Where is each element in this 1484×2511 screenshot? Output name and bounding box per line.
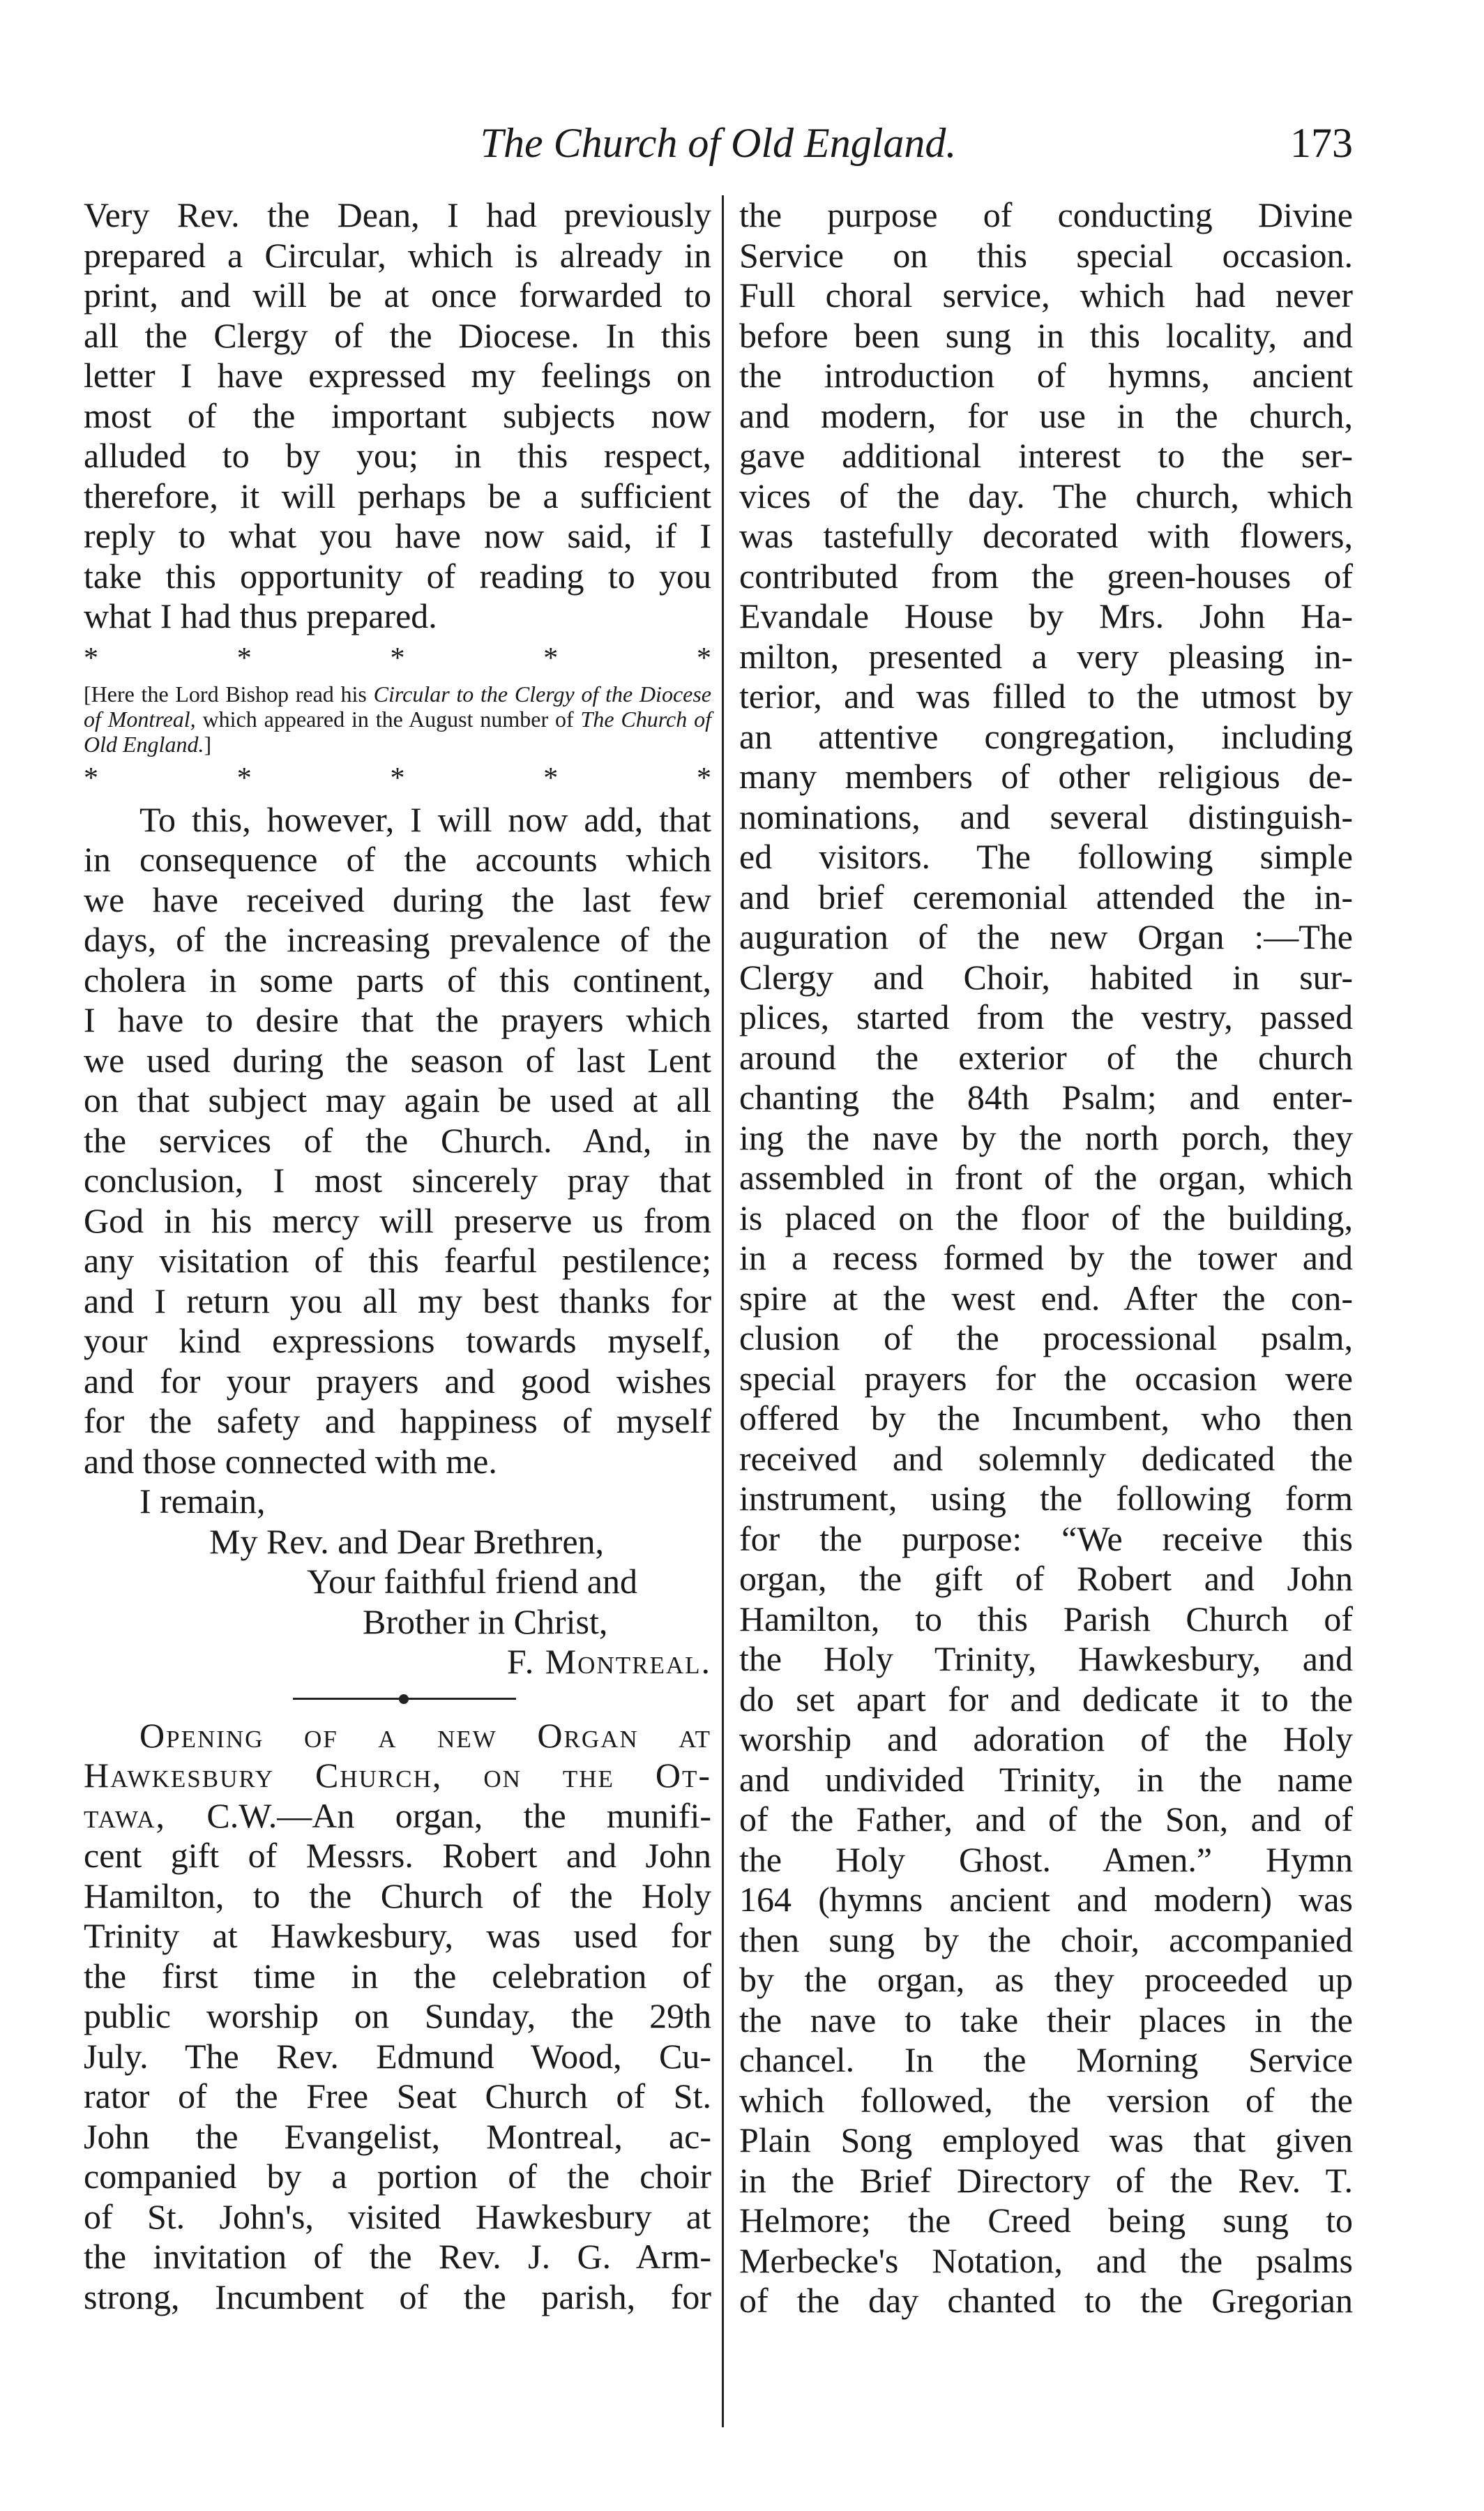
text-line: the Holy Trinity, Hawkesbury, and (739, 1639, 1353, 1678)
closing-friend: Your faithful friend and (307, 1562, 637, 1601)
note-text: [Here the Lord Bishop read his (84, 681, 374, 707)
text-line: the services of the Church. And, in (84, 1120, 711, 1160)
text-line: chanting the 84th Psalm; and enter- (739, 1078, 1353, 1117)
text-line: special prayers for the occasion were (739, 1358, 1353, 1398)
closing-salutation: My Rev. and Dear Brethren, (209, 1521, 605, 1561)
text-line: assembled in front of the organ, which (739, 1158, 1353, 1197)
text-line: days, of the increasing prevalence of the (84, 920, 711, 959)
text-line: and undivided Trinity, in the name (739, 1759, 1353, 1799)
running-title: The Church of Old England. (480, 120, 957, 166)
right-column (739, 195, 1353, 2321)
left-column (84, 195, 711, 2317)
text-line: of the Father, and of the Son, and of (739, 1800, 1353, 1839)
text-line: letter I have expressed my feelings on (84, 356, 711, 395)
text-line: terior, and was filled to the utmost by (739, 677, 1353, 716)
text-line: received and solemnly dedicated the (739, 1438, 1353, 1478)
article-heading: Opening of a new Organ at (139, 1715, 711, 1755)
text-line: the introduction of hymns, ancient (739, 356, 1353, 395)
text-line: for the safety and happiness of myself (84, 1401, 711, 1440)
text-line: therefore, it will perhaps be a sufficient (84, 476, 711, 515)
text-line: around the exterior of the church (739, 1037, 1353, 1077)
text-line: ed visitors. The following simple (739, 837, 1353, 876)
text-line: all the Clergy of the Diocese. In this (84, 315, 711, 355)
text-line: Full choral service, which had never (739, 276, 1353, 315)
text-line: in the Brief Directory of the Rev. T. (739, 2160, 1353, 2200)
text-line: the purpose of conducting Divine (739, 195, 1353, 234)
text-line: clusion of the processional psalm, (739, 1318, 1353, 1357)
letter-paragraph-2 (84, 800, 711, 1482)
text-line: Evandale House by Mrs. John Ha- (739, 596, 1353, 635)
text-line: of St. John's, visited Hawkesbury at (84, 2196, 711, 2236)
text-line: nominations, and several distinguish- (739, 797, 1353, 836)
text-line: take this opportunity of reading to you (84, 556, 711, 596)
text-line: Service on this special occasion. (739, 235, 1353, 275)
text-line: vices of the day. The church, which (739, 476, 1353, 515)
text-line: Hamilton, to the Church of the Holy (84, 1876, 711, 1915)
text-line: on that subject may again be used at all (84, 1080, 711, 1119)
article-text: C.W.—An organ, the munifi- (165, 1795, 711, 1835)
note-journal-title: The Church of Old England. (84, 706, 712, 757)
text-line: most of the important subjects now (84, 395, 711, 435)
text-line (84, 1796, 711, 1837)
signature: F. Montreal. (506, 1642, 711, 1681)
text-line: cent gift of Messrs. Robert and John (84, 1836, 711, 1875)
column-rule (722, 195, 724, 2427)
text-line: and I return you all my best thanks for (84, 1281, 711, 1320)
text-line: John the Evangelist, Montreal, ac- (84, 2116, 711, 2156)
text-line: To this, however, I will now add, that (139, 799, 711, 839)
text-line: the first time in the celebration of (84, 1956, 711, 1996)
text-line: your kind expressions towards myself, (84, 1321, 711, 1360)
letter-closing (84, 1481, 711, 1682)
text-line: we have received during the last few (84, 880, 711, 919)
text-line: worship and adoration of the Holy (739, 1719, 1353, 1758)
article-heading: Hawkesbury Church, on the Ot- (84, 1756, 711, 1795)
divider-ornament (399, 1694, 409, 1704)
text-line: July. The Rev. Edmund Wood, Cu- (84, 2036, 711, 2076)
text-line: auguration of the new Organ :—The (739, 917, 1353, 956)
closing-brother: Brother in Christ, (363, 1601, 608, 1641)
text-line: Very Rev. the Dean, I had previously (84, 195, 711, 234)
text-line: God in his mercy will preserve us from (84, 1200, 711, 1240)
text-line: conclusion, I most sincerely pray that (84, 1161, 711, 1200)
text-line: Clergy and Choir, habited in sur- (739, 957, 1353, 997)
text-line: reply to what you have now said, if I (84, 516, 711, 555)
text-line: spire at the west end. After the con- (739, 1278, 1353, 1318)
text-line: for the purpose: “We receive this (739, 1518, 1353, 1558)
text-line: 164 (hymns ancient and modern) was (739, 1880, 1353, 1919)
text-line: which followed, the version of the (739, 2080, 1353, 2120)
text-line: and modern, for use in the church, (739, 395, 1353, 435)
text-line: organ, the gift of Robert and John (739, 1559, 1353, 1598)
text-line: and for your prayers and good wishes (84, 1361, 711, 1401)
text-line: Trinity at Hawkesbury, was used for (84, 1916, 711, 1955)
text-line: we used during the season of last Lent (84, 1040, 711, 1080)
text-line: and brief ceremonial attended the in- (739, 877, 1353, 917)
text-line: rator of the Free Seat Church of St. (84, 2076, 711, 2116)
asterisk: * (390, 762, 405, 794)
text-line: the Holy Ghost. Amen.” Hymn (739, 1839, 1353, 1879)
text-line: is placed on the floor of the building, (739, 1198, 1353, 1237)
editorial-note (84, 681, 711, 757)
note-circular-title: Circular to the Clergy of the Diocese of Montreal, (84, 681, 712, 732)
text-line: an attentive congregation, including (739, 716, 1353, 756)
text-line: Helmore; the Creed being sung to (739, 2201, 1353, 2240)
text-line: do set apart for and dedicate it to the (739, 1679, 1353, 1719)
text-line: was tastefully decorated with flowers, (739, 516, 1353, 555)
text-line: and those connected with me. (84, 1441, 497, 1481)
text-line: ing the nave by the north porch, they (739, 1117, 1353, 1157)
text-line: contributed from the green-houses of (739, 556, 1353, 596)
text-line: of the day chanted to the Gregorian (739, 2281, 1353, 2320)
text-line: Plain Song employed was that given (739, 2120, 1353, 2159)
text-line: gave additional interest to the ser- (739, 436, 1353, 475)
asterisk: * (236, 642, 252, 674)
asterisk: * (697, 642, 711, 674)
asterisk: * (543, 762, 559, 794)
text-line: the nave to take their places in the (739, 2000, 1353, 2039)
text-line: companied by a portion of the choir (84, 2157, 711, 2196)
closing-remain: I remain, (139, 1481, 266, 1521)
asterisk: * (390, 642, 405, 674)
text-line: by the organ, as they proceeded up (739, 1960, 1353, 1999)
text-line: in a recess formed by the tower and (739, 1238, 1353, 1277)
text-line: public worship on Sunday, the 29th (84, 1996, 711, 2035)
letter-paragraph-1 (84, 195, 711, 637)
asterisk: * (84, 762, 98, 794)
text-line: I have to desire that the prayers which (84, 1000, 711, 1039)
text-line: plices, started from the vestry, passed (739, 997, 1353, 1036)
page-number: 173 (1290, 120, 1353, 166)
text-line: prepared a Circular, which is already in (84, 235, 711, 275)
text-line: Merbecke's Notation, and the psalms (739, 2240, 1353, 2280)
asterisk: * (697, 762, 711, 794)
text-line: offered by the Incumbent, who then (739, 1398, 1353, 1438)
text-line: milton, presented a very pleasing in- (739, 636, 1353, 676)
organ-article (84, 1716, 711, 2318)
section-divider (84, 1688, 711, 1709)
page-header (84, 112, 1353, 174)
text-line: strong, Incumbent of the parish, for (84, 2277, 711, 2316)
asterisk: * (236, 762, 252, 794)
asterisk-separator (84, 761, 711, 796)
note-text: which appeared in the August number of (195, 706, 581, 732)
text-line: before been sung in this locality, and (739, 315, 1353, 355)
text-line: alluded to by you; in this respect, (84, 436, 711, 475)
text-line: in consequence of the accounts which (84, 840, 711, 879)
asterisk: * (84, 642, 98, 674)
text-line: cholera in some parts of this continent, (84, 960, 711, 1000)
text-line: chancel. In the Morning Service (739, 2040, 1353, 2079)
text-line: then sung by the choir, accompanied (739, 1920, 1353, 1959)
text-line: instrument, using the following form (739, 1479, 1353, 1518)
text-line: the invitation of the Rev. J. G. Arm- (84, 2237, 711, 2276)
text-line: what I had thus prepared. (84, 596, 437, 635)
text-line: any visitation of this fearful pestilence; (84, 1241, 711, 1280)
asterisk-separator (84, 641, 711, 676)
article-heading: tawa, (84, 1795, 166, 1835)
text-line: many members of other religious de- (739, 757, 1353, 796)
note-text: ] (204, 731, 212, 757)
text-line: Hamilton, to this Parish Church of (739, 1599, 1353, 1638)
text-line: print, and will be at once forwarded to (84, 276, 711, 315)
asterisk: * (543, 642, 559, 674)
